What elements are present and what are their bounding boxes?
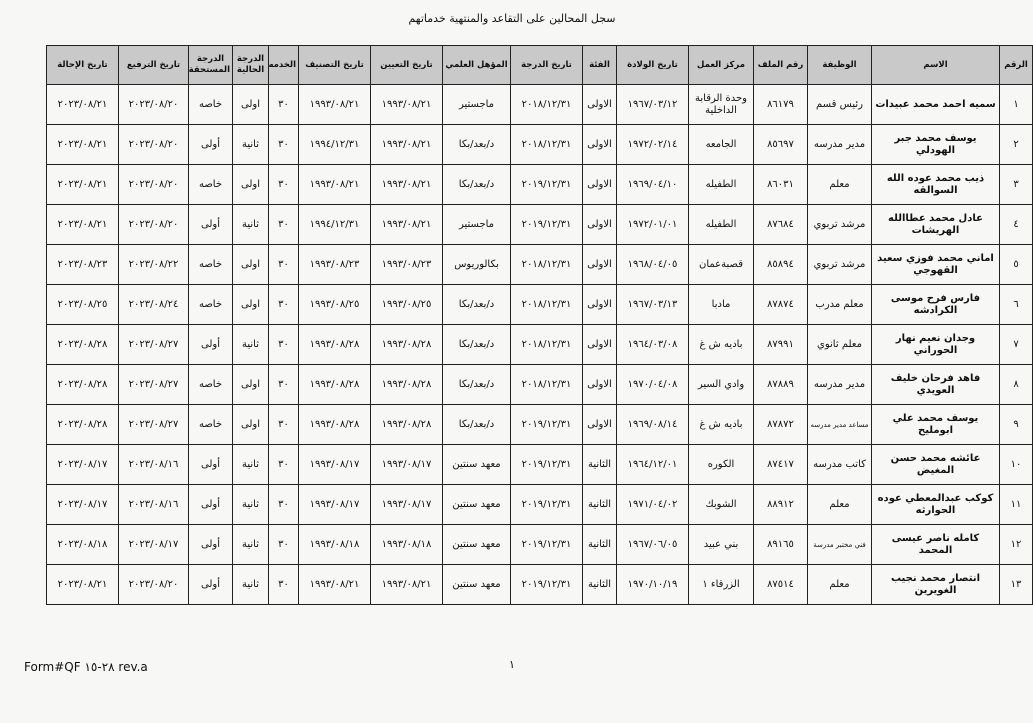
cell-current-grade: اولى [233,405,269,445]
cell-rank: ٤ [1000,205,1033,245]
cell-work-center: الطفيله [689,165,754,205]
cell-current-grade: اولى [233,285,269,325]
cell-name: يوسف محمد جبر الهودلي [872,125,1000,165]
cell-promotion-date: ٢٠٢٣/٠٨/٢٤ [119,285,189,325]
cell-work-center: الشوبك [689,485,754,525]
cell-work-center: الكوره [689,445,754,485]
cell-category: الاولى [583,285,617,325]
cell-referral-date: ٢٠٢٣/٠٨/٢٨ [47,405,119,445]
cell-qualification: معهد سنتين [443,565,511,605]
header-rank: الرقم [1000,46,1033,85]
cell-file-no: ٨٧٤١٧ [754,445,808,485]
cell-appointment-date: ١٩٩٣/٠٨/٢٨ [371,405,443,445]
cell-appointment-date: ١٩٩٣/٠٨/١٧ [371,445,443,485]
table-row [47,205,1033,245]
cell-referral-date: ٢٠٢٣/٠٨/٢١ [47,125,119,165]
cell-qualification: د/بعد/بكا [443,125,511,165]
cell-name: كوكب عبدالمعطي عوده الحوارثه [872,485,1000,525]
cell-grade-date: ٢٠١٩/١٢/٣١ [511,525,583,565]
cell-rank: ٩ [1000,405,1033,445]
cell-appointment-date: ١٩٩٣/٠٨/٢١ [371,165,443,205]
cell-qualification: معهد سنتين [443,485,511,525]
cell-service: ٣٠ [269,205,299,245]
cell-service: ٣٠ [269,405,299,445]
table-row [47,165,1033,205]
header-promotion-date: تاريخ الترفيع [119,46,189,85]
cell-promotion-date: ٢٠٢٣/٠٨/١٦ [119,485,189,525]
cell-referral-date: ٢٠٢٣/٠٨/١٨ [47,525,119,565]
cell-appointment-date: ١٩٩٣/٠٨/٢٥ [371,285,443,325]
cell-birth-date: ١٩٦٤/٠٣/٠٨ [617,325,689,365]
cell-referral-date: ٢٠٢٣/٠٨/٢١ [47,205,119,245]
cell-birth-date: ١٩٦٧/٠٣/١٣ [617,285,689,325]
cell-name: انتصار محمد نجيب الغويرين [872,565,1000,605]
cell-due-grade: خاصه [189,165,233,205]
cell-category: الاولى [583,325,617,365]
cell-promotion-date: ٢٠٢٣/٠٨/١٧ [119,525,189,565]
cell-current-grade: اولى [233,365,269,405]
cell-grade-date: ٢٠١٩/١٢/٣١ [511,565,583,605]
cell-appointment-date: ١٩٩٣/٠٨/١٨ [371,525,443,565]
cell-work-center: الطفيله [689,205,754,245]
cell-grade-date: ٢٠١٩/١٢/٣١ [511,405,583,445]
cell-grade-date: ٢٠١٨/١٢/٣١ [511,365,583,405]
table-row [47,565,1033,605]
page-number: ١ [509,658,515,671]
cell-referral-date: ٢٠٢٣/٠٨/٢٨ [47,325,119,365]
cell-name: كامله ناصر عيسى المحمد [872,525,1000,565]
cell-rank: ١٣ [1000,565,1033,605]
cell-current-grade: اولى [233,85,269,125]
cell-qualification: د/بعد/بكا [443,165,511,205]
cell-classification-date: ١٩٩٤/١٢/٣١ [299,205,371,245]
cell-job: معلم مدرب [808,285,872,325]
cell-category: الاولى [583,405,617,445]
cell-rank: ١٢ [1000,525,1033,565]
cell-classification-date: ١٩٩٣/٠٨/٢١ [299,565,371,605]
cell-file-no: ٨٩١٦٥ [754,525,808,565]
cell-file-no: ٨٧٥١٤ [754,565,808,605]
cell-name: يوسف محمد علي ابومليح [872,405,1000,445]
table-row [47,365,1033,405]
cell-category: الثانية [583,525,617,565]
cell-qualification: ماجستير [443,85,511,125]
cell-birth-date: ١٩٧٠/٠٤/٠٨ [617,365,689,405]
cell-current-grade: ثانية [233,445,269,485]
cell-promotion-date: ٢٠٢٣/٠٨/١٦ [119,445,189,485]
cell-category: الاولى [583,245,617,285]
cell-job: مدير مدرسه [808,365,872,405]
cell-classification-date: ١٩٩٣/٠٨/١٧ [299,485,371,525]
cell-promotion-date: ٢٠٢٣/٠٨/٢٠ [119,205,189,245]
cell-birth-date: ١٩٦٧/٠٣/١٢ [617,85,689,125]
cell-qualification: معهد سنتين [443,445,511,485]
cell-current-grade: ثانية [233,325,269,365]
cell-service: ٣٠ [269,285,299,325]
header-appointment-date: تاريخ التعيين [371,46,443,85]
header-current-grade: الدرجة الحالية [233,46,269,85]
cell-file-no: ٨٧٨٨٩ [754,365,808,405]
header-due-grade: الدرجة المستحقة [189,46,233,85]
cell-category: الاولى [583,205,617,245]
header-grade-date: تاريخ الدرجة [511,46,583,85]
cell-grade-date: ٢٠١٨/١٢/٣١ [511,245,583,285]
cell-classification-date: ١٩٩٣/٠٨/٢٨ [299,325,371,365]
cell-work-center: بني عبيد [689,525,754,565]
cell-job: مرشد تربوي [808,245,872,285]
cell-due-grade: خاصه [189,405,233,445]
cell-job: مرشد تربوي [808,205,872,245]
cell-qualification: د/بعد/بكا [443,365,511,405]
cell-appointment-date: ١٩٩٣/٠٨/٢٣ [371,245,443,285]
cell-file-no: ٨٧٨٧٤ [754,285,808,325]
cell-appointment-date: ١٩٩٣/٠٨/١٧ [371,485,443,525]
cell-work-center: مادبا [689,285,754,325]
cell-file-no: ٨٧٩٩١ [754,325,808,365]
cell-referral-date: ٢٠٢٣/٠٨/١٧ [47,445,119,485]
header-classification-date: تاريخ التصنيف [299,46,371,85]
cell-referral-date: ٢٠٢٣/٠٨/٢٨ [47,365,119,405]
cell-service: ٣٠ [269,525,299,565]
cell-work-center: الزرقاء ١ [689,565,754,605]
cell-promotion-date: ٢٠٢٣/٠٨/٢٧ [119,365,189,405]
cell-category: الاولى [583,165,617,205]
cell-work-center: وادي السير [689,365,754,405]
cell-due-grade: أولى [189,325,233,365]
table-row [47,485,1033,525]
cell-classification-date: ١٩٩٣/٠٨/١٧ [299,445,371,485]
cell-job: مساعد مدير مدرسه [808,405,872,445]
cell-rank: ٢ [1000,125,1033,165]
cell-current-grade: اولى [233,245,269,285]
cell-category: الثانية [583,485,617,525]
cell-appointment-date: ١٩٩٣/٠٨/٢١ [371,125,443,165]
cell-name: عادل محمد عطاالله الهريشات [872,205,1000,245]
cell-name: وجدان نعيم نهار الحوراني [872,325,1000,365]
cell-service: ٣٠ [269,85,299,125]
cell-referral-date: ٢٠٢٣/٠٨/٢١ [47,565,119,605]
header-referral-date: تاريخ الإحالة [47,46,119,85]
cell-rank: ٦ [1000,285,1033,325]
cell-current-grade: ثانية [233,525,269,565]
cell-job: رئيس قسم [808,85,872,125]
cell-due-grade: خاصه [189,245,233,285]
cell-grade-date: ٢٠١٩/١٢/٣١ [511,165,583,205]
cell-name: عائشه محمد حسن المغيض [872,445,1000,485]
cell-service: ٣٠ [269,485,299,525]
cell-name: فارس فرح موسى الكرادشه [872,285,1000,325]
cell-due-grade: أولى [189,205,233,245]
cell-category: الاولى [583,365,617,405]
cell-promotion-date: ٢٠٢٣/٠٨/٢٠ [119,125,189,165]
form-code: Form#QF ٢٨-١٥ rev.a [24,660,148,674]
cell-work-center: قصبةعمان [689,245,754,285]
header-category: الفئة [583,46,617,85]
cell-qualification: د/بعد/بكا [443,405,511,445]
cell-rank: ٣ [1000,165,1033,205]
cell-file-no: ٨٧٦٨٤ [754,205,808,245]
cell-current-grade: اولى [233,165,269,205]
cell-birth-date: ١٩٦٧/٠٦/٠٥ [617,525,689,565]
cell-job: فني مختبر مدرسة [808,525,872,565]
cell-referral-date: ٢٠٢٣/٠٨/٢٥ [47,285,119,325]
cell-due-grade: أولى [189,485,233,525]
table-row [47,85,1033,125]
cell-current-grade: ثانية [233,485,269,525]
cell-work-center: وحدة الرقابة الداخلية [689,85,754,125]
cell-appointment-date: ١٩٩٣/٠٨/٢٨ [371,365,443,405]
cell-file-no: ٨٦٠٣١ [754,165,808,205]
cell-grade-date: ٢٠١٨/١٢/٣١ [511,125,583,165]
header-job: الوظيفة [808,46,872,85]
cell-due-grade: أولى [189,445,233,485]
cell-name: اماني محمد فوزي سعيد القهوجي [872,245,1000,285]
cell-referral-date: ٢٠٢٣/٠٨/٢١ [47,85,119,125]
table-row [47,285,1033,325]
cell-job: مدير مدرسه [808,125,872,165]
cell-category: الاولى [583,125,617,165]
cell-birth-date: ١٩٦٤/١٢/٠١ [617,445,689,485]
table-row [47,125,1033,165]
header-qualification: المؤهل العلمي [443,46,511,85]
cell-appointment-date: ١٩٩٣/٠٨/٢٨ [371,325,443,365]
cell-rank: ٧ [1000,325,1033,365]
cell-birth-date: ١٩٧٢/٠١/٠١ [617,205,689,245]
cell-current-grade: ثانية [233,565,269,605]
page-title: سجل المحالين على التقاعد والمنتهية خدماتهم [408,12,616,25]
header-name: الاسم [872,46,1000,85]
header-row [47,46,1033,85]
cell-grade-date: ٢٠١٨/١٢/٣١ [511,285,583,325]
header-service: الخدمه [269,46,299,85]
cell-grade-date: ٢٠١٩/١٢/٣١ [511,485,583,525]
table-row [47,325,1033,365]
cell-work-center: باديه ش غ [689,325,754,365]
cell-due-grade: أولى [189,565,233,605]
cell-qualification: د/بعد/بكا [443,325,511,365]
cell-promotion-date: ٢٠٢٣/٠٨/٢٠ [119,165,189,205]
cell-classification-date: ١٩٩٣/٠٨/٢١ [299,165,371,205]
cell-referral-date: ٢٠٢٣/٠٨/١٧ [47,485,119,525]
cell-promotion-date: ٢٠٢٣/٠٨/٢٠ [119,565,189,605]
cell-classification-date: ١٩٩٣/٠٨/٢٣ [299,245,371,285]
cell-classification-date: ١٩٩٣/٠٨/٢٨ [299,365,371,405]
table-row [47,445,1033,485]
cell-name: سميه احمد محمد عبيدات [872,85,1000,125]
cell-file-no: ٨٦١٧٩ [754,85,808,125]
cell-rank: ١ [1000,85,1033,125]
cell-service: ٣٠ [269,565,299,605]
cell-birth-date: ١٩٧١/٠٤/٠٢ [617,485,689,525]
cell-grade-date: ٢٠١٨/١٢/٣١ [511,325,583,365]
cell-work-center: الجامعه [689,125,754,165]
cell-qualification: د/بعد/بكا [443,285,511,325]
cell-appointment-date: ١٩٩٣/٠٨/٢١ [371,205,443,245]
cell-birth-date: ١٩٦٨/٠٤/٠٥ [617,245,689,285]
cell-current-grade: ثانية [233,125,269,165]
cell-name: ذيب محمد عوده الله السوالقه [872,165,1000,205]
cell-job: كاتب مدرسه [808,445,872,485]
cell-service: ٣٠ [269,165,299,205]
cell-service: ٣٠ [269,245,299,285]
cell-classification-date: ١٩٩٤/١٢/٣١ [299,125,371,165]
table-row [47,405,1033,445]
cell-due-grade: خاصه [189,85,233,125]
cell-current-grade: ثانية [233,205,269,245]
header-birth-date: تاريخ الولادة [617,46,689,85]
cell-birth-date: ١٩٧٢/٠٢/١٤ [617,125,689,165]
cell-category: الاولى [583,85,617,125]
header-file-no: رقم الملف [754,46,808,85]
cell-file-no: ٨٥٨٩٤ [754,245,808,285]
cell-grade-date: ٢٠١٩/١٢/٣١ [511,205,583,245]
cell-rank: ١١ [1000,485,1033,525]
cell-rank: ١٠ [1000,445,1033,485]
retirees-table [46,45,1033,605]
header-work-center: مركز العمل [689,46,754,85]
cell-due-grade: أولى [189,125,233,165]
cell-birth-date: ١٩٧٠/١٠/١٩ [617,565,689,605]
cell-appointment-date: ١٩٩٣/٠٨/٢١ [371,85,443,125]
cell-file-no: ٨٨٩١٢ [754,485,808,525]
cell-promotion-date: ٢٠٢٣/٠٨/٢٠ [119,85,189,125]
cell-birth-date: ١٩٦٩/٠٤/١٠ [617,165,689,205]
cell-job: معلم [808,165,872,205]
cell-grade-date: ٢٠١٩/١٢/٣١ [511,445,583,485]
cell-file-no: ٨٧٨٧٢ [754,405,808,445]
cell-appointment-date: ١٩٩٣/٠٨/٢١ [371,565,443,605]
cell-promotion-date: ٢٠٢٣/٠٨/٢٧ [119,325,189,365]
cell-service: ٣٠ [269,365,299,405]
table-row [47,245,1033,285]
cell-referral-date: ٢٠٢٣/٠٨/٢١ [47,165,119,205]
cell-grade-date: ٢٠١٨/١٢/٣١ [511,85,583,125]
cell-promotion-date: ٢٠٢٣/٠٨/٢٢ [119,245,189,285]
cell-due-grade: أولى [189,525,233,565]
cell-service: ٣٠ [269,445,299,485]
cell-service: ٣٠ [269,125,299,165]
cell-work-center: باديه ش غ [689,405,754,445]
cell-classification-date: ١٩٩٣/٠٨/٢١ [299,85,371,125]
cell-classification-date: ١٩٩٣/٠٨/٢٨ [299,405,371,445]
cell-referral-date: ٢٠٢٣/٠٨/٢٣ [47,245,119,285]
cell-category: الثانية [583,565,617,605]
table-row [47,525,1033,565]
cell-birth-date: ١٩٦٩/٠٨/١٤ [617,405,689,445]
table-body [47,85,1033,605]
cell-name: فاهد فرحان خليف العويدي [872,365,1000,405]
cell-job: معلم ثانوي [808,325,872,365]
cell-category: الثانية [583,445,617,485]
cell-promotion-date: ٢٠٢٣/٠٨/٢٧ [119,405,189,445]
cell-rank: ٥ [1000,245,1033,285]
cell-due-grade: خاصه [189,285,233,325]
cell-rank: ٨ [1000,365,1033,405]
cell-qualification: ماجستير [443,205,511,245]
cell-qualification: بكالوريوس [443,245,511,285]
cell-service: ٣٠ [269,325,299,365]
cell-classification-date: ١٩٩٣/٠٨/٢٥ [299,285,371,325]
cell-due-grade: خاصه [189,365,233,405]
cell-classification-date: ١٩٩٣/٠٨/١٨ [299,525,371,565]
cell-qualification: معهد سنتين [443,525,511,565]
cell-file-no: ٨٥٦٩٧ [754,125,808,165]
cell-job: معلم [808,485,872,525]
cell-job: معلم [808,565,872,605]
